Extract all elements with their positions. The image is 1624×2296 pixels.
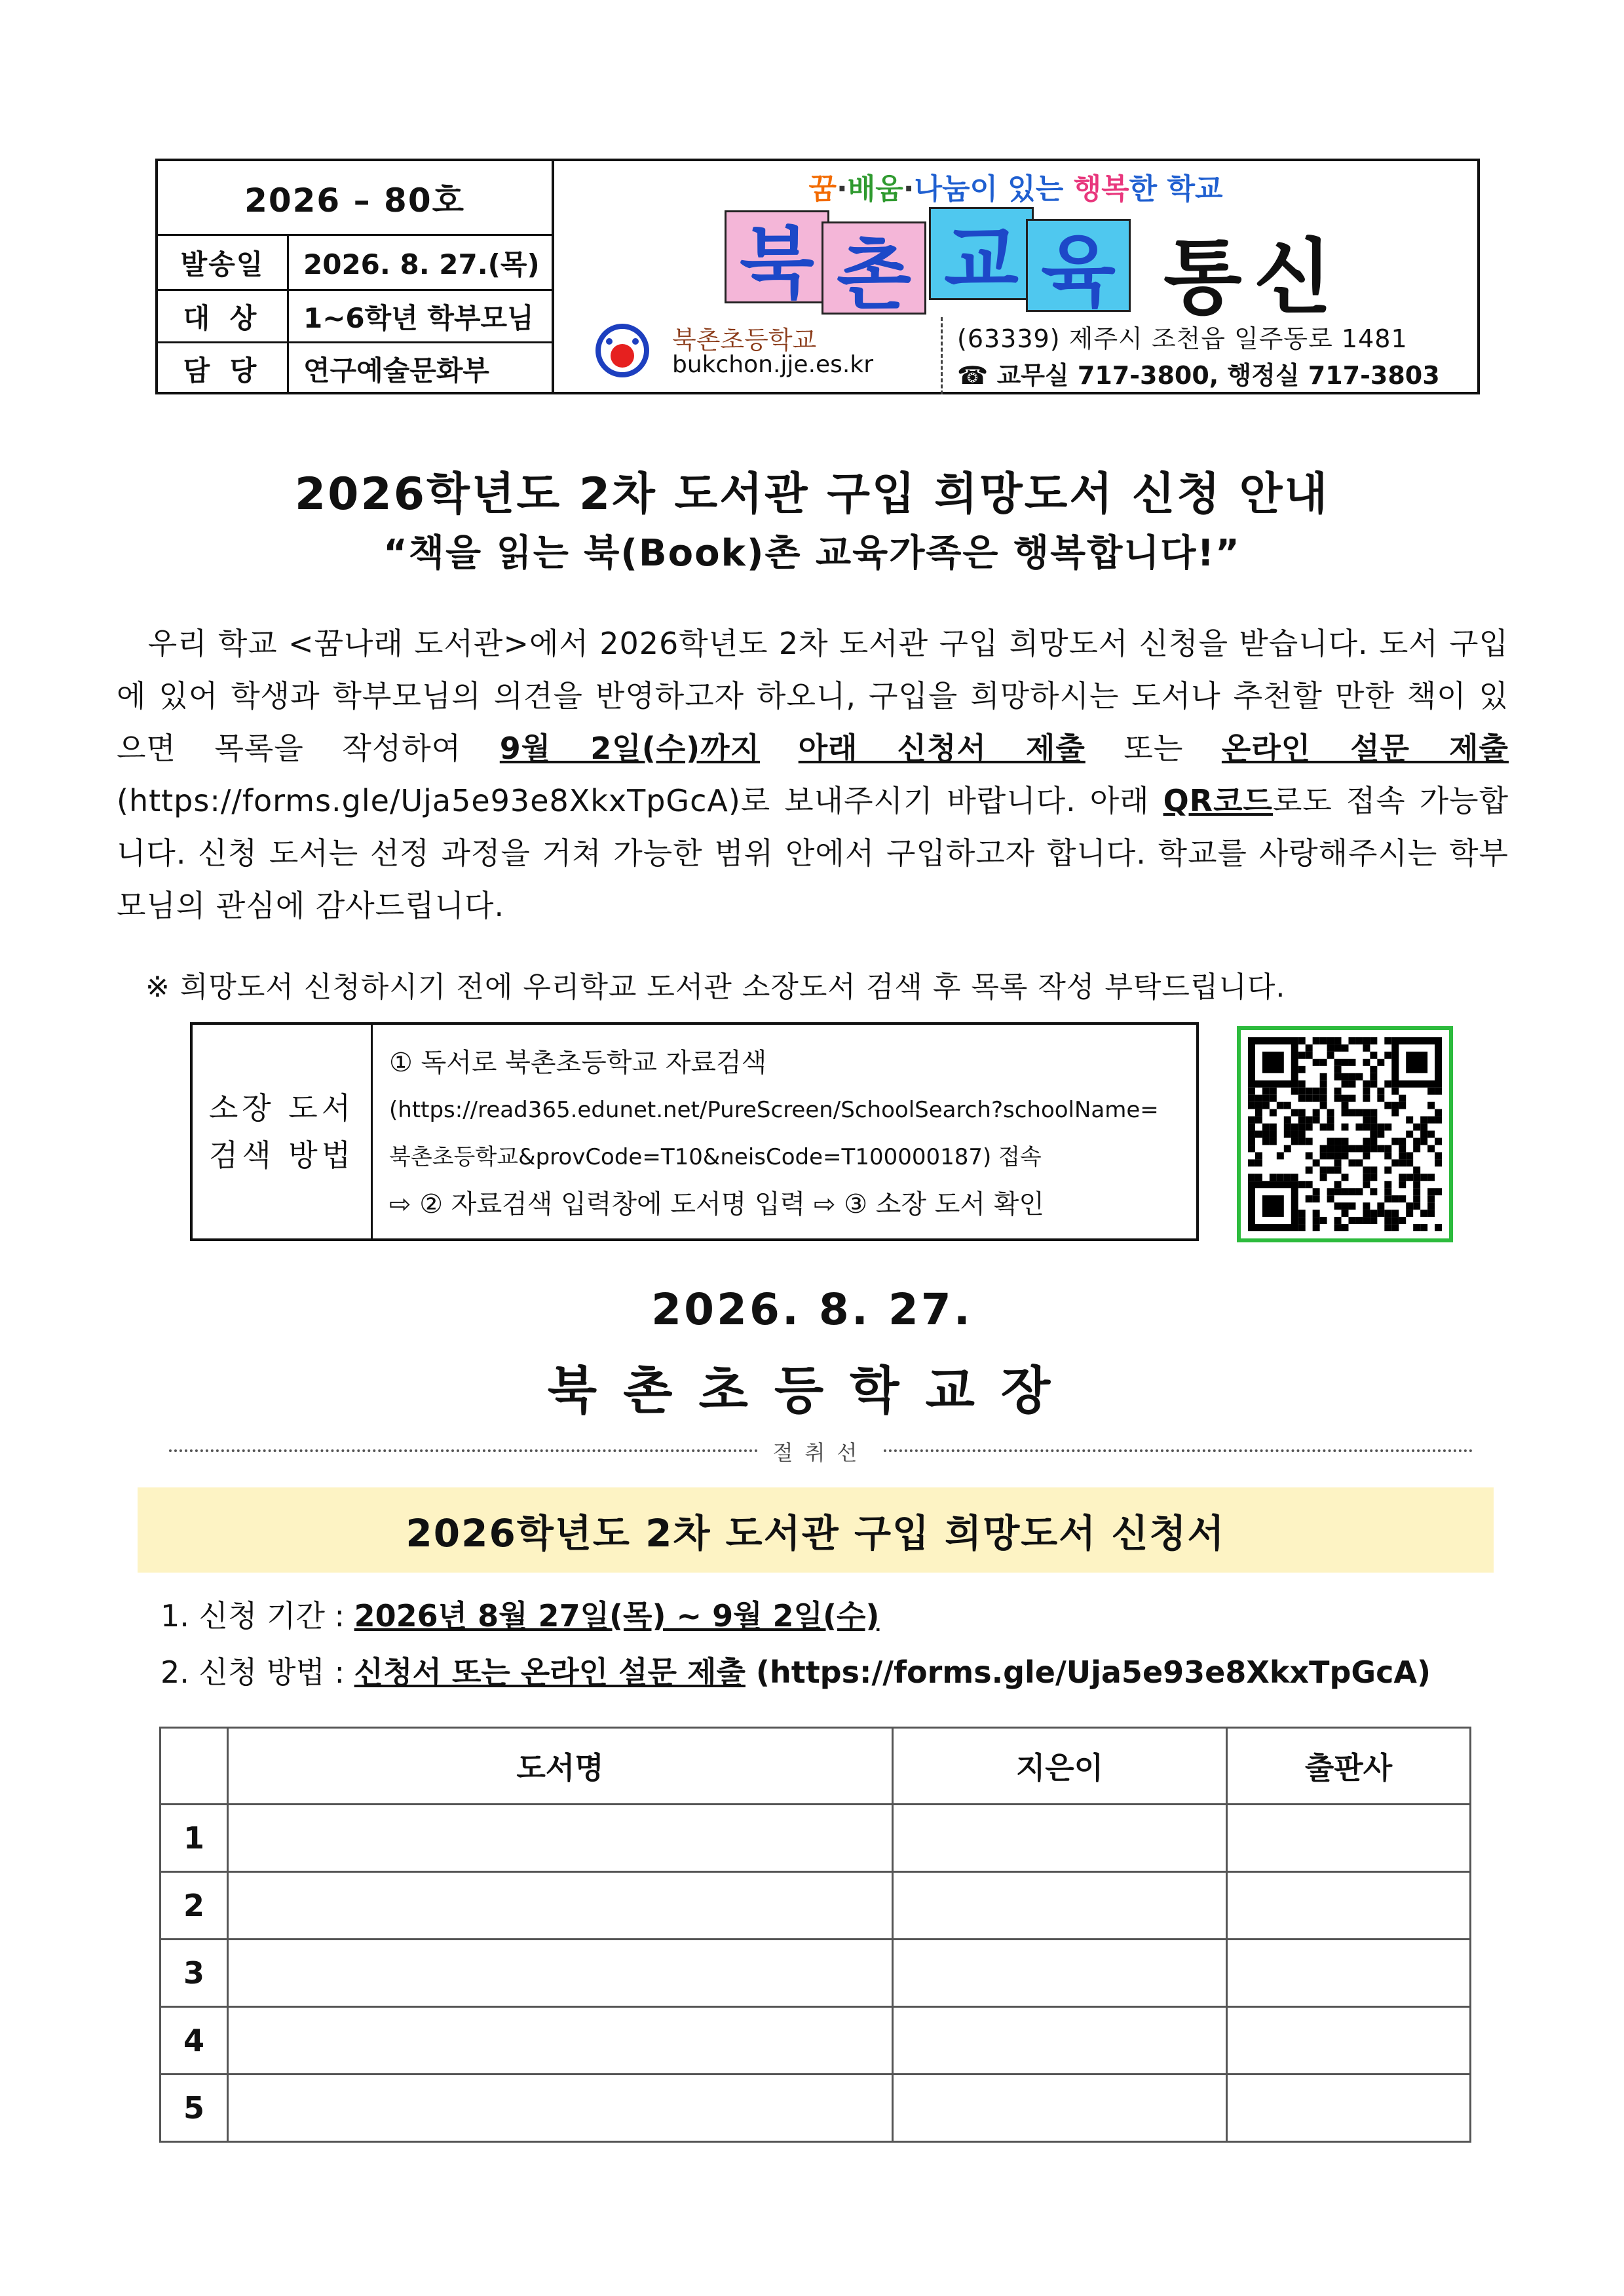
issue-date: 2026. 8. 27.	[651, 1284, 973, 1335]
manager-value: 연구예술문화부	[303, 354, 490, 387]
table-row	[161, 2075, 1471, 2142]
book-request-table	[159, 1727, 1471, 2143]
issue-number: 2026 – 80호	[158, 161, 552, 236]
search-method-steps	[389, 1039, 1190, 1228]
school-url[interactable]: bukchon.jje.es.kr	[672, 351, 874, 378]
title-cell[interactable]	[228, 2007, 893, 2075]
slogan-part: 이 있는	[970, 172, 1074, 206]
survey-link[interactable]: (https://forms.gle/Uja5e93e8XkxTpGcA)로 보내주시기 바랍니다. 아래	[117, 783, 1163, 818]
submit-form-text: 아래 신청서 제출	[798, 731, 1086, 766]
manager-row	[158, 343, 552, 394]
search-url[interactable]: (https://read365.edunet.net/PureScreen/SchoolSearch?schoolName=	[389, 1097, 1159, 1123]
deadline-text: 9월 2일(수)까지	[499, 731, 761, 766]
method-label: 2. 신청 방법 :	[161, 1655, 354, 1690]
body-text: 로도 접속 가능합니다. 신청 도서는 선정 과정을 거쳐 가능한 범위 안에서 구입하고자 합니다. 학교를 사랑해주시는 학부모님의 관심에 감사드립니다.	[117, 783, 1509, 923]
slogan-part: ·	[837, 172, 848, 206]
qr-code-text: QR코드	[1163, 783, 1273, 818]
school-phones: ☎ 교무실 717-3800, 행정실 717-3803	[957, 361, 1440, 390]
row-number: 3	[161, 1940, 228, 2007]
notice-subtitle: “책을 읽는 북(Book)촌 교육가족은 행복합니다!”	[383, 532, 1241, 575]
period-value: 2026년 8월 27일(목) ~ 9월 2일(수)	[354, 1598, 880, 1634]
table-row	[161, 1805, 1471, 1872]
send-date-key: 발송일	[158, 236, 289, 289]
author-cell[interactable]	[893, 2007, 1227, 2075]
publisher-cell[interactable]	[1227, 2075, 1471, 2142]
author-cell[interactable]	[893, 1940, 1227, 2007]
principal-signature: 북촌초등학교장	[547, 1362, 1077, 1421]
title-cell[interactable]	[228, 1872, 893, 1940]
author-cell[interactable]	[893, 1872, 1227, 1940]
row-number: 2	[161, 1872, 228, 1940]
search-notice: ※ 희망도서 신청하시기 전에 우리학교 도서관 소장도서 검색 후 목록 작성 부탁드립니다.	[145, 970, 1286, 1004]
row-number: 5	[161, 2075, 228, 2142]
header-divider	[941, 317, 943, 394]
header-info-table	[158, 161, 554, 392]
target-row	[158, 291, 552, 343]
col-publisher: 출판사	[1227, 1728, 1471, 1805]
slogan-part: 나눔	[914, 172, 970, 206]
body-text: 또는	[1085, 731, 1222, 766]
slogan-part: 배움	[847, 172, 903, 206]
publisher-cell[interactable]	[1227, 1872, 1471, 1940]
col-title: 도서명	[228, 1728, 893, 1805]
submit-online-text: 온라인 설문 제출	[1221, 731, 1509, 766]
row-number: 4	[161, 2007, 228, 2075]
author-cell[interactable]	[893, 1805, 1227, 1872]
form-period	[161, 1592, 879, 1636]
search-label-line: 검색 방법	[208, 1138, 355, 1173]
method-url[interactable]: (https://forms.gle/Uja5e93e8XkxTpGcA)	[745, 1655, 1431, 1690]
cut-dots-left	[169, 1449, 795, 1452]
title-cell[interactable]	[228, 2075, 893, 2142]
slogan-part: 한 학교	[1129, 172, 1223, 206]
title-cell[interactable]	[228, 1940, 893, 2007]
search-url-cont[interactable]: 북촌초등학교&provCode=T10&neisCode=T100000187) 접속	[389, 1144, 1042, 1170]
form-title: 2026학년도 2차 도서관 구입 희망도서 신청서	[138, 1487, 1494, 1573]
search-step-2-3: ⇨ ② 자료검색 입력창에 도서명 입력 ⇨ ③ 소장 도서 확인	[389, 1189, 1045, 1219]
title-block-gyo: 교	[929, 207, 1034, 300]
search-method-box	[190, 1022, 1199, 1241]
form-method	[161, 1649, 1431, 1692]
cut-dots-right	[873, 1449, 1473, 1452]
target-key: 대 상	[158, 291, 289, 341]
table-header-row	[161, 1728, 1471, 1805]
send-date-row	[158, 236, 552, 291]
search-method-label	[193, 1025, 373, 1238]
table-row	[161, 2007, 1471, 2075]
title-tongsin: 통신	[1163, 231, 1344, 325]
method-value: 신청서 또는 온라인 설문 제출	[354, 1655, 746, 1690]
title-block-yuk: 육	[1026, 219, 1131, 312]
col-number	[161, 1728, 228, 1805]
author-cell[interactable]	[893, 2075, 1227, 2142]
title-cell[interactable]	[228, 1805, 893, 1872]
period-label: 1. 신청 기간 :	[161, 1598, 354, 1634]
notice-body	[117, 617, 1509, 932]
school-address: (63339) 제주시 조천읍 일주동로 1481	[957, 324, 1408, 353]
body-text	[760, 731, 799, 766]
title-block-chon: 촌	[821, 221, 926, 315]
slogan-part: 꿈	[808, 172, 837, 206]
slogan-part: ·	[903, 172, 915, 206]
col-author: 지은이	[893, 1728, 1227, 1805]
publisher-cell[interactable]	[1227, 2007, 1471, 2075]
row-number: 1	[161, 1805, 228, 1872]
table-row	[161, 1940, 1471, 2007]
publisher-cell[interactable]	[1227, 1940, 1471, 2007]
table-row	[161, 1872, 1471, 1940]
publisher-cell[interactable]	[1227, 1805, 1471, 1872]
newsletter-header	[155, 159, 1480, 394]
send-date-value: 2026. 8. 27.(목)	[303, 248, 540, 280]
body-text: 우리 학교 <꿈나래 도서관>에서 2026학년도 2차 도서관 구입 희망도서 신청을 받습니다. 도서 구입에 있어 학생과 학부모님의 의견을 반영하고자 하오니, 구입을 희망하시는 도서나 추천할 만한 책이 있으면 목록을 작성하여	[117, 626, 1509, 766]
school-name: 북촌초등학교	[672, 326, 817, 354]
search-step-1: ① 독서로 북촌초등학교 자료검색	[389, 1048, 767, 1078]
target-value: 1~6학년 학부모님	[303, 301, 534, 334]
search-label-line: 소장 도서	[208, 1090, 355, 1126]
cut-line	[169, 1436, 1473, 1463]
notice-title: 2026학년도 2차 도서관 구입 희망도서 신청 안내	[294, 469, 1330, 520]
header-title-area	[554, 161, 1477, 392]
title-block-buk: 북	[725, 210, 829, 303]
qr-code-icon[interactable]	[1237, 1026, 1453, 1242]
manager-key: 담 당	[158, 343, 289, 394]
cut-label: 절취선	[760, 1436, 882, 1466]
slogan-part: 행복	[1073, 172, 1129, 206]
school-logo-icon	[594, 322, 651, 379]
